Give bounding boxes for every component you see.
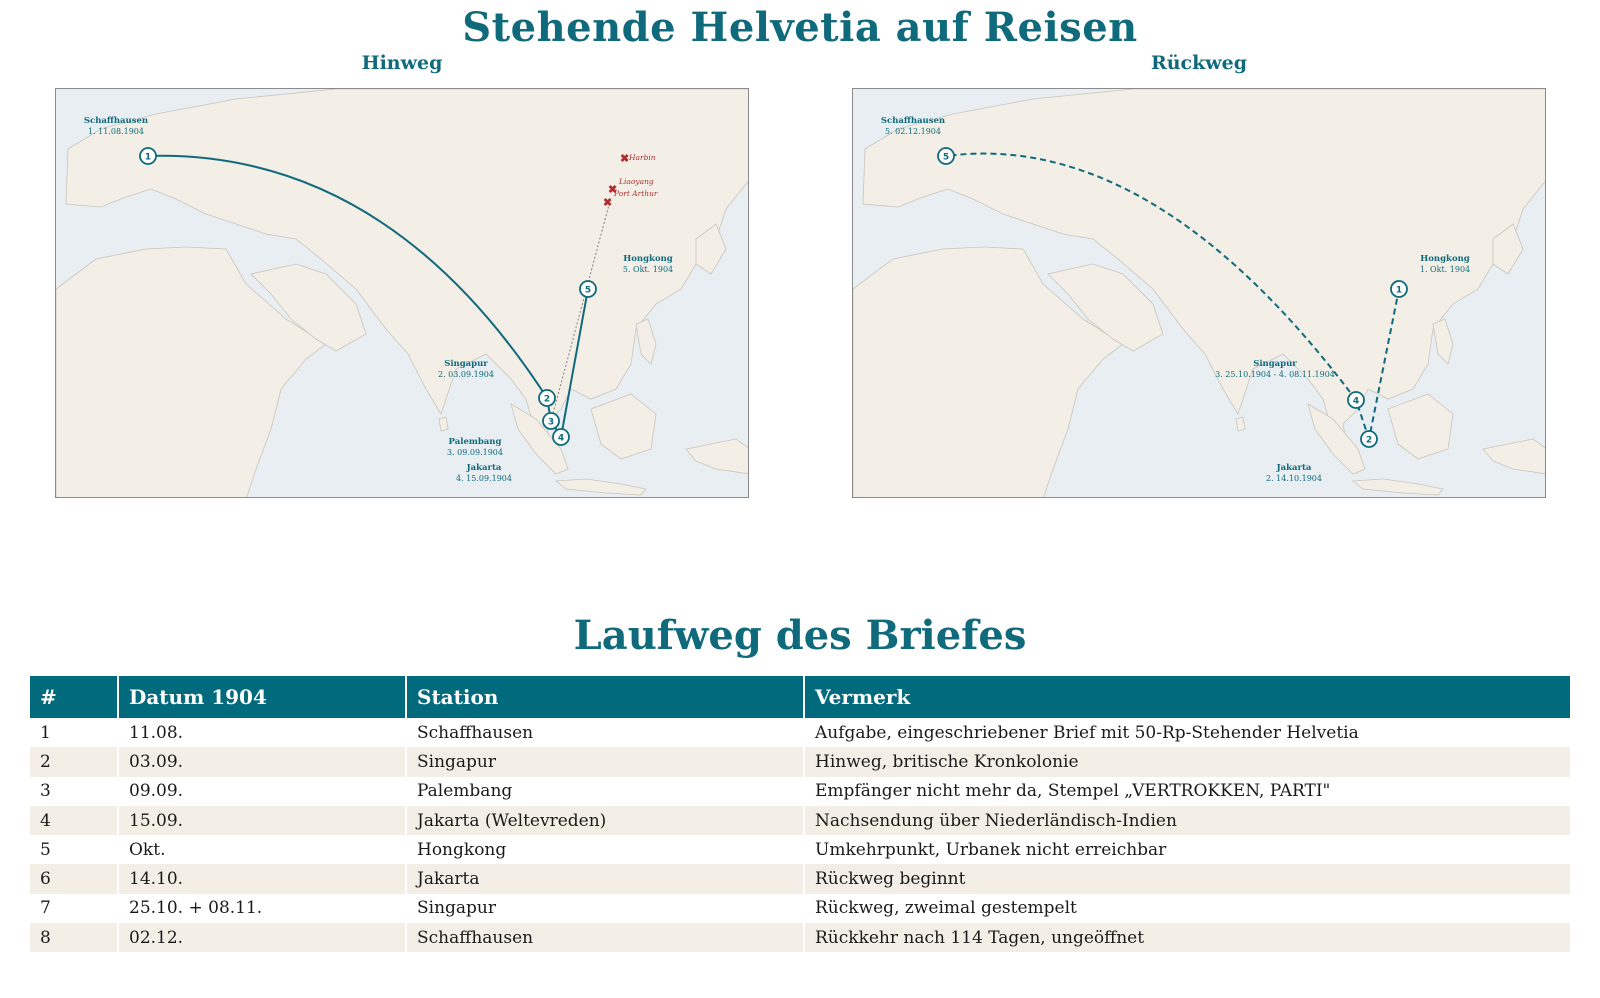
- header-note: Vermerk: [804, 676, 1570, 718]
- stop-date-hongkong: 1. Okt. 1904: [1419, 265, 1471, 274]
- cell-number: 4: [30, 806, 118, 835]
- cell-note: Nachsendung über Niederländisch-Indien: [804, 806, 1570, 835]
- map-title-rueckweg: Rückweg: [1150, 52, 1248, 74]
- stop-date-hongkong: 5. Okt. 1904: [622, 265, 674, 274]
- route-table: [30, 676, 1570, 952]
- cell-station: Schaffhausen: [406, 718, 804, 747]
- cell-number: 5: [30, 835, 118, 864]
- table-row: [30, 923, 1570, 952]
- stop-marker-1[interactable]: [140, 148, 156, 164]
- table-row: [30, 806, 1570, 835]
- battle-marker-port-arthur: ✖: [603, 196, 613, 209]
- cell-note: Rückweg, zweimal gestempelt: [804, 894, 1570, 923]
- svg-text:1: 1: [144, 152, 152, 163]
- stop-marker-2[interactable]: [539, 390, 555, 406]
- table-title: Laufweg des Briefes: [573, 612, 1027, 659]
- cell-number: 7: [30, 894, 118, 923]
- map-hinweg[interactable]: [55, 88, 749, 498]
- table-header-row: [30, 676, 1570, 718]
- stop-label-schaffhausen: Schaffhausen: [880, 116, 946, 126]
- stop-marker-3[interactable]: [543, 413, 559, 429]
- stop-marker-2[interactable]: [1361, 431, 1377, 447]
- page-title: Stehende Helvetia auf Reisen: [462, 4, 1138, 51]
- stop-date-jakarta: 4. 15.09.1904: [456, 474, 512, 483]
- table-row: [30, 894, 1570, 923]
- stop-label-jakarta: Jakarta: [466, 463, 502, 473]
- cell-date: 03.09.: [118, 747, 406, 776]
- cell-date: 14.10.: [118, 864, 406, 893]
- stop-label-hongkong: Hongkong: [1420, 254, 1470, 264]
- cell-date: 09.09.: [118, 777, 406, 806]
- svg-text:1: 1: [1395, 285, 1403, 296]
- cell-date: 11.08.: [118, 718, 406, 747]
- stop-date-palembang: 3. 09.09.1904: [447, 448, 503, 457]
- stop-label-jakarta: Jakarta: [1276, 463, 1312, 473]
- cell-note: Hinweg, britische Kronkolonie: [804, 747, 1570, 776]
- map-title-hinweg: Hinweg: [361, 52, 443, 74]
- stop-label-hongkong: Hongkong: [623, 254, 673, 264]
- cell-note: Empfänger nicht mehr da, Stempel „VERTROKKEN, PARTI": [804, 777, 1570, 806]
- stop-date-schaffhausen: 5. 02.12.1904: [885, 127, 941, 136]
- cell-station: Jakarta (Weltevreden): [406, 806, 804, 835]
- cell-number: 3: [30, 777, 118, 806]
- header-date: Datum 1904: [118, 676, 406, 718]
- cell-note: Aufgabe, eingeschriebener Brief mit 50-Rp-Stehender Helvetia: [804, 718, 1570, 747]
- battle-label-harbin: Harbin: [629, 153, 656, 162]
- svg-text:5: 5: [942, 152, 950, 163]
- table-row: [30, 835, 1570, 864]
- cell-station: Schaffhausen: [406, 923, 804, 952]
- cell-station: Singapur: [406, 747, 804, 776]
- stop-marker-5[interactable]: [938, 148, 954, 164]
- svg-text:4: 4: [557, 433, 565, 444]
- svg-text:5: 5: [584, 285, 592, 296]
- cell-note: Rückkehr nach 114 Tagen, ungeöffnet: [804, 923, 1570, 952]
- stop-label-schaffhausen: Schaffhausen: [83, 116, 149, 126]
- stop-marker-1[interactable]: [1391, 281, 1407, 297]
- header-station: Station: [406, 676, 804, 718]
- stop-label-palembang: Palembang: [448, 437, 502, 447]
- svg-text:3: 3: [547, 417, 555, 428]
- map-hinweg-svg: [56, 89, 749, 498]
- cell-date: 15.09.: [118, 806, 406, 835]
- cell-date: Okt.: [118, 835, 406, 864]
- cell-station: Hongkong: [406, 835, 804, 864]
- stop-marker-4[interactable]: [553, 429, 569, 445]
- header-number: #: [30, 676, 118, 718]
- stop-date-singapur: 2. 03.09.1904: [438, 370, 494, 379]
- cell-date: 25.10. + 08.11.: [118, 894, 406, 923]
- cell-note: Umkehrpunkt, Urbanek nicht erreichbar: [804, 835, 1570, 864]
- cell-number: 8: [30, 923, 118, 952]
- svg-text:4: 4: [1352, 396, 1360, 407]
- stop-label-singapur: Singapur: [444, 359, 488, 369]
- stop-date-singapur: 3. 25.10.1904 - 4. 08.11.1904: [1215, 370, 1335, 379]
- stop-marker-4[interactable]: [1348, 392, 1364, 408]
- svg-text:2: 2: [1365, 435, 1373, 446]
- cell-number: 2: [30, 747, 118, 776]
- cell-date: 02.12.: [118, 923, 406, 952]
- stop-date-jakarta: 2. 14.10.1904: [1266, 474, 1322, 483]
- stop-date-schaffhausen: 1. 11.08.1904: [88, 127, 144, 136]
- stop-label-singapur: Singapur: [1253, 359, 1297, 369]
- map-rueckweg-svg: [853, 89, 1546, 498]
- stop-marker-5[interactable]: [580, 281, 596, 297]
- battle-label-port-arthur: Port Arthur: [614, 189, 658, 198]
- map-rueckweg[interactable]: [852, 88, 1546, 498]
- table-row: [30, 718, 1570, 747]
- cell-station: Jakarta: [406, 864, 804, 893]
- cell-station: Singapur: [406, 894, 804, 923]
- battle-label-liaoyang: Liaoyang: [619, 177, 654, 186]
- battle-marker-liaoyang: ✖: [608, 183, 618, 196]
- cell-number: 1: [30, 718, 118, 747]
- svg-text:2: 2: [543, 394, 551, 405]
- table-row: [30, 864, 1570, 893]
- cell-number: 6: [30, 864, 118, 893]
- table-row: [30, 747, 1570, 776]
- cell-station: Palembang: [406, 777, 804, 806]
- battle-marker-harbin: ✖: [620, 152, 630, 165]
- table-row: [30, 777, 1570, 806]
- cell-note: Rückweg beginnt: [804, 864, 1570, 893]
